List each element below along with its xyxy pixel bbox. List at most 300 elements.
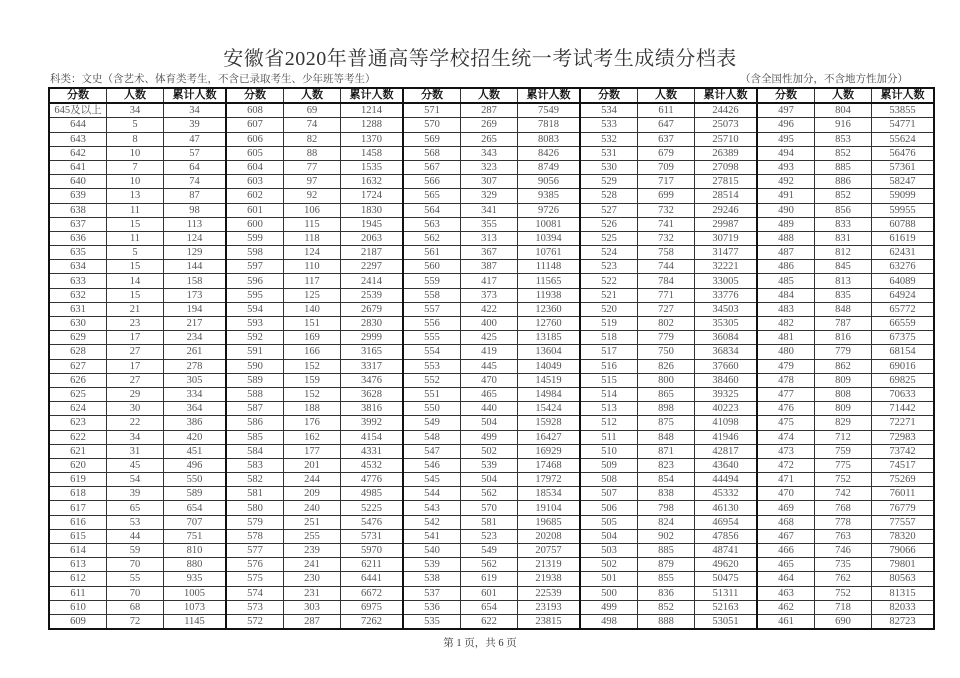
header-cumulative: 累计人数: [164, 88, 227, 103]
cell-score: 617: [49, 501, 107, 515]
cell-count: 549: [461, 544, 518, 558]
cell-cumulative: 78320: [872, 529, 935, 543]
cell-cumulative: 75269: [872, 473, 935, 487]
cell-score: 500: [580, 586, 638, 600]
cell-cumulative: 3628: [341, 387, 404, 401]
cell-count: 265: [461, 132, 518, 146]
cell-cumulative: 30719: [695, 231, 758, 245]
cell-score: 503: [580, 544, 638, 558]
cell-count: 619: [461, 572, 518, 586]
cell-cumulative: 69825: [872, 373, 935, 387]
cell-score: 501: [580, 572, 638, 586]
cell-cumulative: 82033: [872, 600, 935, 614]
cell-score: 549: [403, 416, 461, 430]
cell-count: 59: [107, 544, 164, 558]
cell-cumulative: 9385: [518, 189, 581, 203]
cell-count: 29: [107, 387, 164, 401]
cell-score: 628: [49, 345, 107, 359]
cell-cumulative: 7549: [518, 103, 581, 118]
cell-cumulative: 36084: [695, 331, 758, 345]
cell-cumulative: 63276: [872, 260, 935, 274]
cell-count: 15: [107, 217, 164, 231]
cell-count: 504: [461, 473, 518, 487]
cell-score: 493: [757, 160, 815, 174]
cell-cumulative: 4985: [341, 487, 404, 501]
cell-cumulative: 37660: [695, 359, 758, 373]
cell-score: 603: [226, 175, 284, 189]
cell-score: 471: [757, 473, 815, 487]
cell-cumulative: 2187: [341, 246, 404, 260]
cell-score: 517: [580, 345, 638, 359]
cell-cumulative: 53855: [872, 103, 935, 118]
cell-count: 239: [284, 544, 341, 558]
cell-cumulative: 1724: [341, 189, 404, 203]
cell-score: 510: [580, 444, 638, 458]
cell-score: 636: [49, 231, 107, 245]
cell-cumulative: 46130: [695, 501, 758, 515]
cell-score: 527: [580, 203, 638, 217]
cell-count: 34: [107, 103, 164, 118]
cell-count: 504: [461, 416, 518, 430]
cell-score: 480: [757, 345, 815, 359]
cell-score: 507: [580, 487, 638, 501]
cell-cumulative: 11565: [518, 274, 581, 288]
cell-cumulative: 15424: [518, 402, 581, 416]
cell-count: 177: [284, 444, 341, 458]
cell-score: 618: [49, 487, 107, 501]
cell-score: 529: [580, 175, 638, 189]
cell-count: 39: [107, 487, 164, 501]
cell-score: 506: [580, 501, 638, 515]
cell-cumulative: 7262: [341, 614, 404, 629]
cell-score: 475: [757, 416, 815, 430]
cell-count: 21: [107, 302, 164, 316]
cell-score: 499: [580, 600, 638, 614]
cell-score: 537: [403, 586, 461, 600]
table-row: [49, 473, 934, 487]
cell-count: 159: [284, 373, 341, 387]
cell-count: 752: [815, 473, 872, 487]
cell-score: 464: [757, 572, 815, 586]
cell-count: 240: [284, 501, 341, 515]
cell-cumulative: 751: [164, 529, 227, 543]
cell-score: 567: [403, 160, 461, 174]
cell-cumulative: 16427: [518, 430, 581, 444]
cell-score: 610: [49, 600, 107, 614]
cell-cumulative: 1535: [341, 160, 404, 174]
cell-cumulative: 6975: [341, 600, 404, 614]
header-count: 人数: [638, 88, 695, 103]
cell-score: 530: [580, 160, 638, 174]
table-row: [49, 444, 934, 458]
cell-cumulative: 113: [164, 217, 227, 231]
cell-cumulative: 1370: [341, 132, 404, 146]
cell-count: 690: [815, 614, 872, 629]
cell-cumulative: 70633: [872, 387, 935, 401]
cell-cumulative: 9056: [518, 175, 581, 189]
cell-cumulative: 31477: [695, 246, 758, 260]
cell-score: 555: [403, 331, 461, 345]
cell-cumulative: 55624: [872, 132, 935, 146]
cell-score: 643: [49, 132, 107, 146]
cell-score: 568: [403, 146, 461, 160]
cell-count: 758: [638, 246, 695, 260]
cell-count: 848: [638, 430, 695, 444]
cell-count: 151: [284, 317, 341, 331]
cell-cumulative: 173: [164, 288, 227, 302]
cell-score: 472: [757, 458, 815, 472]
table-row: [49, 600, 934, 614]
cell-score: 543: [403, 501, 461, 515]
cell-score: 539: [403, 558, 461, 572]
cell-score: 583: [226, 458, 284, 472]
cell-count: 400: [461, 317, 518, 331]
cell-score: 470: [757, 487, 815, 501]
cell-count: 88: [284, 146, 341, 160]
cell-count: 82: [284, 132, 341, 146]
cell-score: 531: [580, 146, 638, 160]
cell-score: 505: [580, 515, 638, 529]
cell-cumulative: 38460: [695, 373, 758, 387]
cell-count: 117: [284, 274, 341, 288]
cell-cumulative: 13185: [518, 331, 581, 345]
table-row: [49, 274, 934, 288]
cell-cumulative: 76011: [872, 487, 935, 501]
cell-score: 462: [757, 600, 815, 614]
cell-score: 620: [49, 458, 107, 472]
cell-count: 637: [638, 132, 695, 146]
cell-count: 712: [815, 430, 872, 444]
cell-count: 746: [815, 544, 872, 558]
cell-count: 27: [107, 373, 164, 387]
cell-cumulative: 43640: [695, 458, 758, 472]
cell-cumulative: 19104: [518, 501, 581, 515]
cell-count: 55: [107, 572, 164, 586]
cell-score: 594: [226, 302, 284, 316]
cell-count: 355: [461, 217, 518, 231]
cell-score: 509: [580, 458, 638, 472]
cell-cumulative: 935: [164, 572, 227, 586]
cell-cumulative: 33005: [695, 274, 758, 288]
cell-cumulative: 74517: [872, 458, 935, 472]
cell-count: 771: [638, 288, 695, 302]
table-row: [49, 231, 934, 245]
cell-count: 654: [461, 600, 518, 614]
cell-score: 524: [580, 246, 638, 260]
bonus-note: （含全国性加分，不含地方性加分）: [740, 74, 908, 85]
cell-count: 808: [815, 387, 872, 401]
cell-cumulative: 48741: [695, 544, 758, 558]
cell-cumulative: 8426: [518, 146, 581, 160]
cell-count: 787: [815, 317, 872, 331]
cell-cumulative: 42817: [695, 444, 758, 458]
cell-cumulative: 27815: [695, 175, 758, 189]
cell-cumulative: 65772: [872, 302, 935, 316]
cell-cumulative: 589: [164, 487, 227, 501]
cell-cumulative: 124: [164, 231, 227, 245]
cell-count: 22: [107, 416, 164, 430]
cell-count: 742: [815, 487, 872, 501]
cell-count: 741: [638, 217, 695, 231]
cell-cumulative: 2063: [341, 231, 404, 245]
cell-cumulative: 278: [164, 359, 227, 373]
cell-count: 417: [461, 274, 518, 288]
table-header-row: [49, 88, 934, 103]
cell-count: 17: [107, 331, 164, 345]
table-row: [49, 217, 934, 231]
cell-cumulative: 2414: [341, 274, 404, 288]
cell-count: 835: [815, 288, 872, 302]
cell-score: 532: [580, 132, 638, 146]
cell-cumulative: 20757: [518, 544, 581, 558]
cell-score: 547: [403, 444, 461, 458]
cell-cumulative: 17468: [518, 458, 581, 472]
header-score: 分数: [226, 88, 284, 103]
cell-score: 642: [49, 146, 107, 160]
cell-count: 879: [638, 558, 695, 572]
cell-count: 562: [461, 558, 518, 572]
cell-cumulative: 40223: [695, 402, 758, 416]
cell-cumulative: 26389: [695, 146, 758, 160]
cell-count: 898: [638, 402, 695, 416]
cell-cumulative: 66559: [872, 317, 935, 331]
cell-score: 514: [580, 387, 638, 401]
cell-score: 545: [403, 473, 461, 487]
cell-cumulative: 56476: [872, 146, 935, 160]
cell-cumulative: 261: [164, 345, 227, 359]
cell-score: 584: [226, 444, 284, 458]
cell-count: 502: [461, 444, 518, 458]
cell-score: 588: [226, 387, 284, 401]
cell-count: 836: [638, 586, 695, 600]
cell-cumulative: 64: [164, 160, 227, 174]
header-score: 分数: [403, 88, 461, 103]
cell-count: 152: [284, 359, 341, 373]
cell-count: 816: [815, 331, 872, 345]
cell-cumulative: 71442: [872, 402, 935, 416]
cell-score: 571: [403, 103, 461, 118]
header-cumulative: 累计人数: [695, 88, 758, 103]
cell-score: 489: [757, 217, 815, 231]
header-cumulative: 累计人数: [341, 88, 404, 103]
cell-count: 831: [815, 231, 872, 245]
cell-cumulative: 420: [164, 430, 227, 444]
cell-cumulative: 654: [164, 501, 227, 515]
cell-score: 592: [226, 331, 284, 345]
cell-count: 209: [284, 487, 341, 501]
cell-count: 17: [107, 359, 164, 373]
cell-score: 468: [757, 515, 815, 529]
cell-cumulative: 74: [164, 175, 227, 189]
table-row: [49, 501, 934, 515]
cell-count: 762: [815, 572, 872, 586]
cell-count: 115: [284, 217, 341, 231]
cell-score: 518: [580, 331, 638, 345]
table-row: [49, 317, 934, 331]
cell-cumulative: 47856: [695, 529, 758, 543]
cell-score: 573: [226, 600, 284, 614]
cell-score: 491: [757, 189, 815, 203]
cell-count: 732: [638, 203, 695, 217]
cell-count: 110: [284, 260, 341, 274]
cell-cumulative: 81315: [872, 586, 935, 600]
cell-cumulative: 28514: [695, 189, 758, 203]
cell-cumulative: 68154: [872, 345, 935, 359]
cell-count: 5: [107, 246, 164, 260]
header-count: 人数: [107, 88, 164, 103]
cell-score: 546: [403, 458, 461, 472]
cell-score: 565: [403, 189, 461, 203]
cell-cumulative: 13604: [518, 345, 581, 359]
cell-cumulative: 234: [164, 331, 227, 345]
cell-cumulative: 4776: [341, 473, 404, 487]
cell-count: 852: [815, 189, 872, 203]
cell-score: 528: [580, 189, 638, 203]
cell-count: 140: [284, 302, 341, 316]
cell-score: 566: [403, 175, 461, 189]
cell-count: 341: [461, 203, 518, 217]
cell-score: 598: [226, 246, 284, 260]
cell-count: 8: [107, 132, 164, 146]
cell-count: 445: [461, 359, 518, 373]
cell-score: 600: [226, 217, 284, 231]
cell-score: 590: [226, 359, 284, 373]
cell-count: 798: [638, 501, 695, 515]
cell-count: 823: [638, 458, 695, 472]
cell-count: 23: [107, 317, 164, 331]
cell-cumulative: 6672: [341, 586, 404, 600]
cell-count: 15: [107, 260, 164, 274]
cell-count: 679: [638, 146, 695, 160]
cell-score: 641: [49, 160, 107, 174]
document-title: 安徽省2020年普通高等学校招生统一考试考生成绩分档表: [223, 48, 737, 70]
cell-score: 561: [403, 246, 461, 260]
cell-count: 826: [638, 359, 695, 373]
cell-count: 329: [461, 189, 518, 203]
cell-count: 744: [638, 260, 695, 274]
cell-cumulative: 14049: [518, 359, 581, 373]
table-row: [49, 189, 934, 203]
cell-cumulative: 5225: [341, 501, 404, 515]
cell-score: 467: [757, 529, 815, 543]
cell-cumulative: 6211: [341, 558, 404, 572]
table-row: [49, 572, 934, 586]
cell-count: 53: [107, 515, 164, 529]
table-row: [49, 430, 934, 444]
cell-count: 759: [815, 444, 872, 458]
cell-cumulative: 451: [164, 444, 227, 458]
cell-score: 572: [226, 614, 284, 629]
table-row: [49, 246, 934, 260]
cell-cumulative: 47: [164, 132, 227, 146]
cell-cumulative: 59955: [872, 203, 935, 217]
cell-count: 611: [638, 103, 695, 118]
cell-score: 577: [226, 544, 284, 558]
cell-cumulative: 82723: [872, 614, 935, 629]
cell-score: 466: [757, 544, 815, 558]
cell-score: 521: [580, 288, 638, 302]
cell-score: 616: [49, 515, 107, 529]
cell-score: 589: [226, 373, 284, 387]
cell-score: 570: [403, 118, 461, 132]
cell-score: 564: [403, 203, 461, 217]
cell-cumulative: 35305: [695, 317, 758, 331]
cell-count: 152: [284, 387, 341, 401]
table-row: [49, 302, 934, 316]
cell-score: 638: [49, 203, 107, 217]
header-cumulative: 累计人数: [872, 88, 935, 103]
cell-score: 613: [49, 558, 107, 572]
cell-count: 852: [638, 600, 695, 614]
cell-cumulative: 1073: [164, 600, 227, 614]
cell-cumulative: 67375: [872, 331, 935, 345]
cell-count: 886: [815, 175, 872, 189]
cell-score: 535: [403, 614, 461, 629]
cell-score: 585: [226, 430, 284, 444]
cell-count: 323: [461, 160, 518, 174]
score-distribution-table: [48, 87, 935, 630]
cell-cumulative: 2297: [341, 260, 404, 274]
cell-count: 68: [107, 600, 164, 614]
cell-cumulative: 194: [164, 302, 227, 316]
cell-count: 856: [815, 203, 872, 217]
cell-score: 541: [403, 529, 461, 543]
cell-cumulative: 144: [164, 260, 227, 274]
cell-score: 484: [757, 288, 815, 302]
cell-score: 631: [49, 302, 107, 316]
cell-count: 622: [461, 614, 518, 629]
cell-count: 885: [815, 160, 872, 174]
table-row: [49, 146, 934, 160]
cell-cumulative: 25073: [695, 118, 758, 132]
cell-count: 812: [815, 246, 872, 260]
cell-score: 522: [580, 274, 638, 288]
cell-count: 13: [107, 189, 164, 203]
cell-score: 519: [580, 317, 638, 331]
cell-score: 556: [403, 317, 461, 331]
cell-score: 557: [403, 302, 461, 316]
cell-count: 367: [461, 246, 518, 260]
cell-cumulative: 76779: [872, 501, 935, 515]
cell-score: 621: [49, 444, 107, 458]
table-row: [49, 515, 934, 529]
cell-cumulative: 54771: [872, 118, 935, 132]
cell-cumulative: 1005: [164, 586, 227, 600]
cell-score: 611: [49, 586, 107, 600]
cell-count: 27: [107, 345, 164, 359]
cell-score: 487: [757, 246, 815, 260]
cell-count: 5: [107, 118, 164, 132]
cell-count: 833: [815, 217, 872, 231]
table-row: [49, 529, 934, 543]
cell-count: 750: [638, 345, 695, 359]
table-row: [49, 118, 934, 132]
cell-score: 525: [580, 231, 638, 245]
cell-cumulative: 1458: [341, 146, 404, 160]
cell-score: 608: [226, 103, 284, 118]
cell-count: 804: [815, 103, 872, 118]
cell-score: 551: [403, 387, 461, 401]
cell-cumulative: 9726: [518, 203, 581, 217]
cell-score: 578: [226, 529, 284, 543]
cell-count: 31: [107, 444, 164, 458]
cell-cumulative: 2830: [341, 317, 404, 331]
table-row: [49, 387, 934, 401]
cell-score: 622: [49, 430, 107, 444]
cell-count: 499: [461, 430, 518, 444]
cell-count: 313: [461, 231, 518, 245]
table-row: [49, 359, 934, 373]
